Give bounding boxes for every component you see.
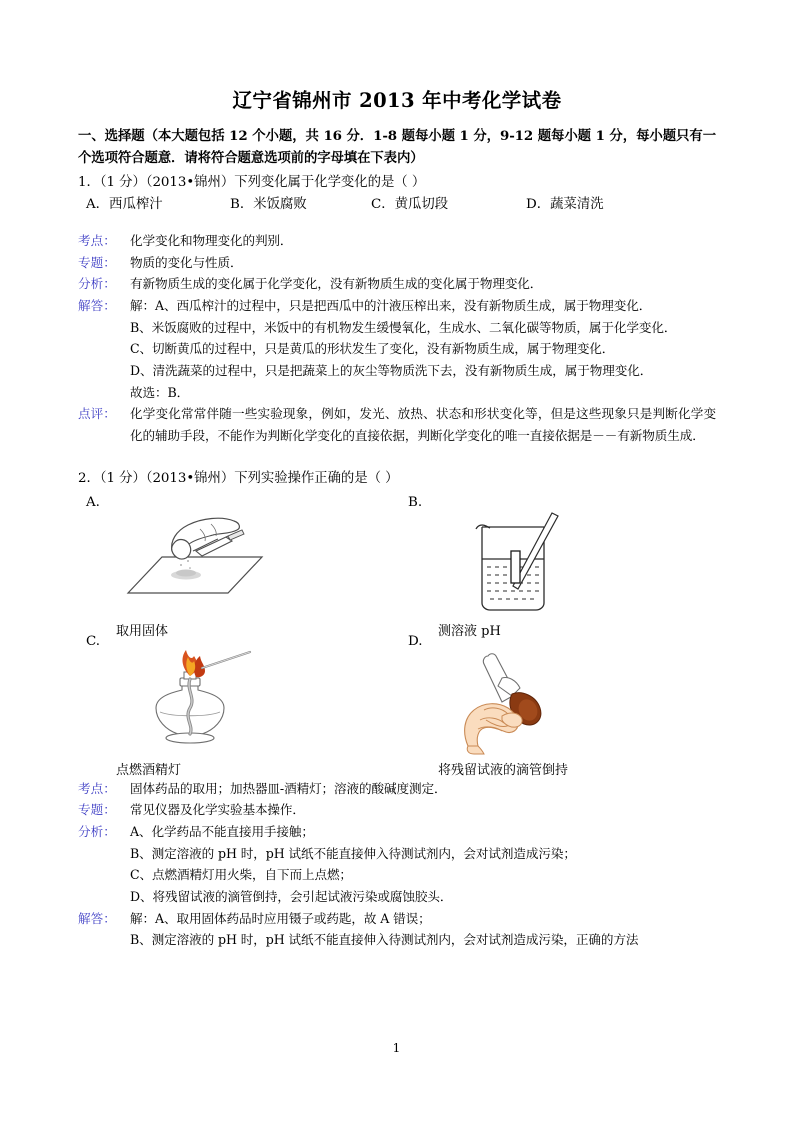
hand-sprinkle-solid-figure (110, 511, 340, 619)
q2-jieda-line-1: 解：A、取用固体药品时应用镊子或药匙，故 A 错误； (130, 910, 431, 926)
question-2-option-row-2 (78, 633, 716, 779)
question-2-option-a[interactable] (86, 496, 340, 639)
label-dianping: 点评： (78, 406, 116, 422)
kaodian-text: 化学变化和物理变化的判别． (130, 232, 293, 248)
question-1-stem: 1．（1 分）（2013•锦州）下列变化属于化学变化的是（ ） (78, 174, 426, 190)
option-a-caption: 取用固体 (116, 624, 169, 640)
inverted-dropper-figure (432, 650, 662, 758)
option-b-letter: B. (408, 494, 423, 510)
q2-label-jieda: 解答： (78, 910, 116, 926)
q2-label-zhuanti: 专题： (78, 802, 116, 818)
analysis-row-fenxi (78, 273, 716, 295)
label-kaodian: 考点： (78, 232, 116, 248)
q2-fenxi-line-1: A、化学药品不能直接用手接触； (130, 823, 314, 839)
analysis-row-dianping (78, 403, 716, 446)
option-a-letter: A. (86, 494, 100, 510)
q2-jieda-line-2: B、测定溶液的 pH 时，pH 试纸不能直接伸入待测试剂内，会对试剂造成污染，正确的方法 (130, 932, 639, 948)
q2-fenxi-line-3: C、点燃酒精灯用火柴，自下而上点燃； (130, 867, 352, 883)
question-1-option-c[interactable]: C．黄瓜切段 (371, 196, 449, 212)
q2-kaodian-text: 固体药品的取用；加热器皿-酒精灯；溶液的酸碱度测定． (130, 780, 447, 796)
question-2-option-row-1 (78, 494, 716, 640)
option-c-caption: 点燃酒精灯 (116, 763, 182, 779)
question-1-options (78, 194, 716, 216)
q2-zhuanti-text: 常见仪器及化学实验基本操作． (130, 802, 305, 818)
question-2-option-d[interactable] (408, 635, 662, 778)
question-1-option-d[interactable]: D．蔬菜清洗 (526, 196, 604, 212)
q2-analysis-row-jieda (78, 908, 716, 951)
page-content (78, 88, 716, 951)
question-2-option-c[interactable] (86, 635, 340, 778)
question-1-analysis (78, 230, 716, 447)
question-2-stem: 2．（1 分）（2013•锦州）下列实验操作正确的是（ ） (78, 471, 399, 487)
jieda-line-5: 故选：B． (130, 384, 190, 400)
label-zhuanti: 专题： (78, 254, 116, 270)
q2-fenxi-text (130, 821, 716, 908)
option-c-letter: C. (86, 633, 101, 649)
page-title: 辽宁省锦州市 2013 年中考化学试卷 (232, 89, 562, 112)
jieda-line-4: D、清洗蔬菜的过程中，只是把蔬菜上的灰尘等物质洗下去，没有新物质生成，属于物理变化． (130, 362, 653, 378)
label-fenxi: 分析： (78, 276, 116, 292)
question-1-option-b[interactable]: B．米饭腐败 (230, 196, 307, 212)
q2-label-fenxi: 分析： (78, 823, 116, 839)
page-number: 1 (392, 1041, 401, 1055)
beaker-ph-strip-figure (432, 511, 662, 619)
label-jieda: 解答： (78, 297, 116, 313)
jieda-text (130, 295, 716, 403)
jieda-line-2: B、米饭腐败的过程中，米饭中的有机物发生缓慢氧化，生成水、二氧化碳等物质，属于化学变化． (130, 319, 677, 335)
section-intro: 一、选择题（本大题包括 12 个小题，共 16 分．1-8 题每小题 1 分，9-12 题每小题 1 分，每小题只有一个选项符合题意．请将符合题意选项前的字母填在下表内） (78, 128, 716, 167)
question-1-option-a[interactable]: A．西瓜榨汁 (86, 196, 163, 212)
jieda-line-3: C、切断黄瓜的过程中，只是黄瓜的形状发生了变化，没有新物质生成，属于物理变化． (130, 341, 615, 357)
analysis-row-zhuanti (78, 252, 716, 274)
alcohol-lamp-figure (110, 650, 340, 758)
q2-fenxi-line-2: B、测定溶液的 pH 时，pH 试纸不能直接伸入待测试剂内，会对试剂造成污染； (130, 845, 576, 861)
option-b-caption: 测溶液 pH (438, 624, 501, 640)
zhuanti-text: 物质的变化与性质． (130, 254, 243, 270)
dianping-text: 化学变化常常伴随一些实验现象，例如，发光、放热、状态和形状变化等，但是这些现象只是判断化学变化的辅助手段，不能作为判断化学变化的直接依据，判断化学变化的唯一直接依据是－－有新物质生成． (130, 406, 716, 443)
q2-jieda-text (130, 908, 716, 951)
question-2-options (78, 494, 716, 779)
q2-analysis-row-kaodian (78, 778, 716, 800)
option-d-caption: 将残留试液的滴管倒持 (438, 763, 569, 779)
analysis-row-jieda (78, 295, 716, 403)
option-d-letter: D. (408, 633, 423, 649)
q2-fenxi-line-4: D、将残留试液的滴管倒持，会引起试液污染或腐蚀胶头． (130, 888, 453, 904)
jieda-line-1: 解：A、西瓜榨汁的过程中，只是把西瓜中的汁液压榨出来，没有新物质生成，属于物理变化． (130, 297, 652, 313)
q2-analysis-row-zhuanti (78, 799, 716, 821)
q2-label-kaodian: 考点： (78, 780, 116, 796)
question-2-option-b[interactable] (408, 496, 662, 639)
q2-analysis-row-fenxi (78, 821, 716, 908)
fenxi-text: 有新物质生成的变化属于化学变化，没有新物质生成的变化属于物理变化． (130, 276, 543, 292)
analysis-row-kaodian (78, 230, 716, 252)
question-2-analysis (78, 778, 716, 951)
